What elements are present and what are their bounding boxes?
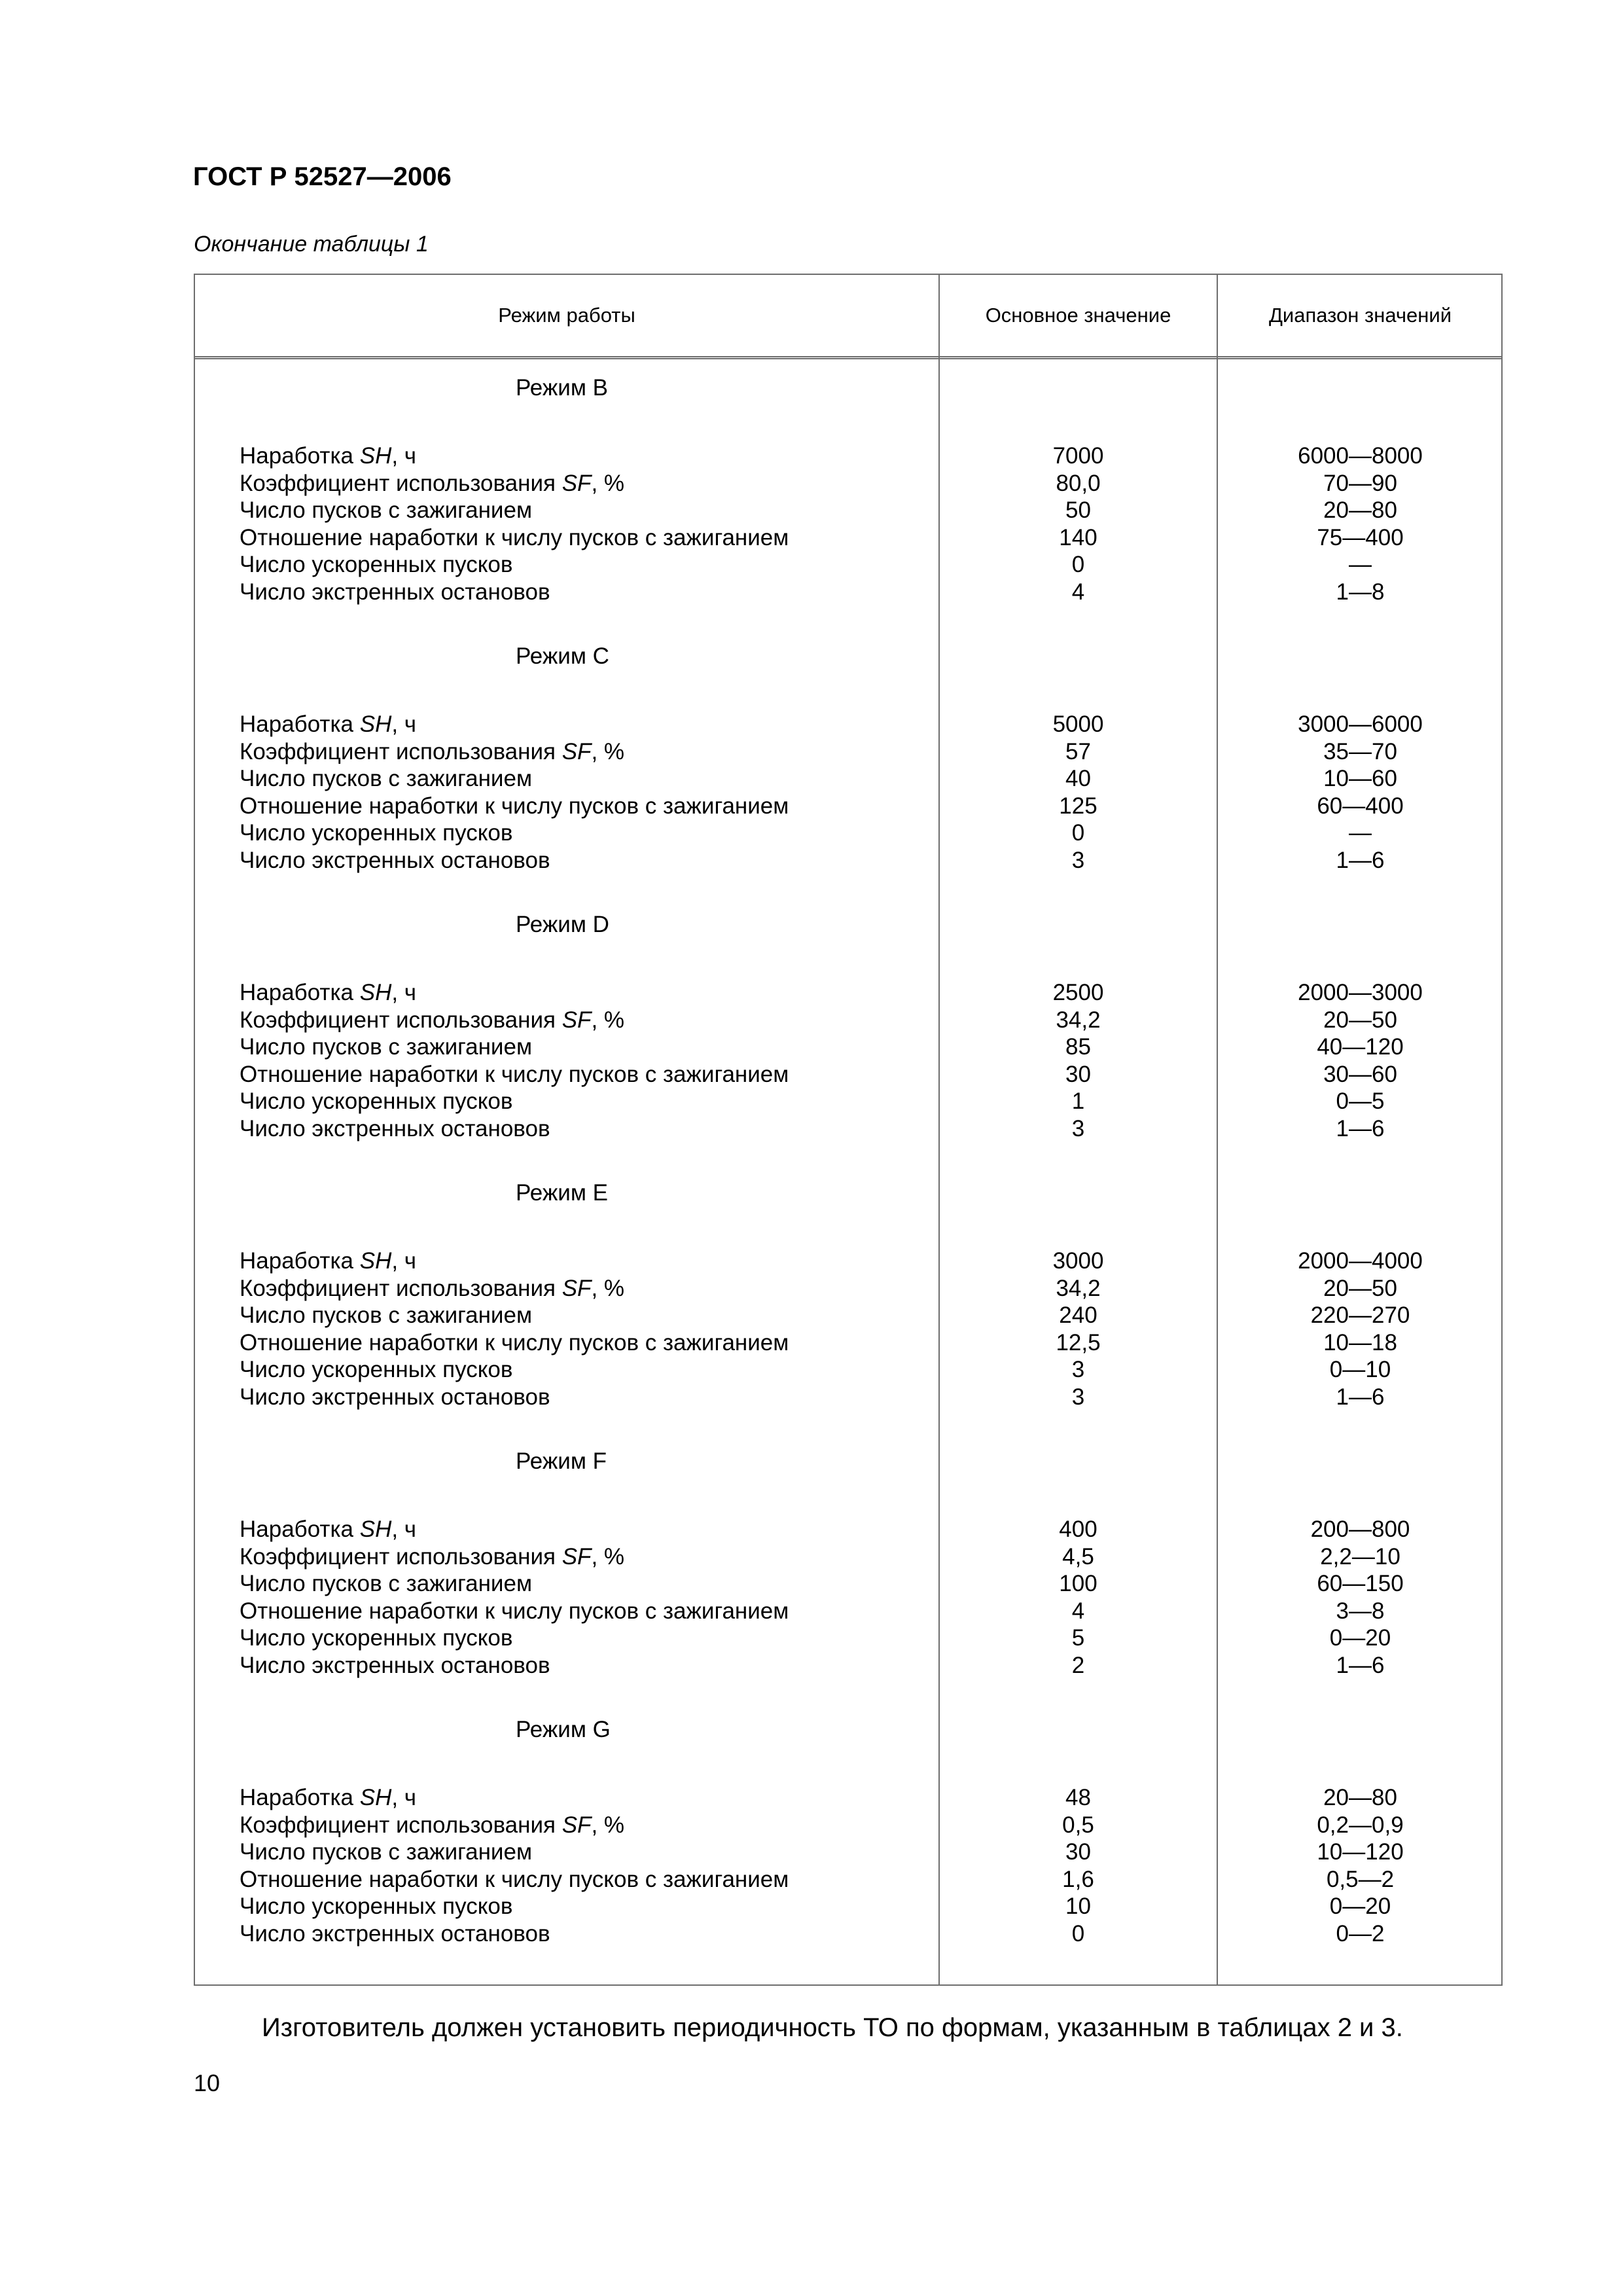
mode-heading: Режим G bbox=[516, 1717, 611, 1742]
parameter-label-text: Отношение наработки к числу пусков с зажиганием bbox=[240, 1061, 789, 1087]
parameter-label-text: Отношение наработки к числу пусков с зажиганием bbox=[240, 1866, 789, 1892]
parameter-unit: , % bbox=[591, 738, 625, 764]
parameter-label bbox=[240, 1516, 416, 1543]
mode-section bbox=[195, 1448, 1501, 1717]
parameter-label-text: Число ускоренных пусков bbox=[240, 1893, 513, 1920]
range-cell: 10—18 bbox=[1323, 1329, 1397, 1355]
main-value-cell: 1 bbox=[1071, 1088, 1085, 1115]
parameter-label bbox=[240, 1384, 550, 1411]
footer-note: Изготовитель должен установить периодичность ТО по формам, указанным в таблицах 2 и 3. bbox=[262, 2013, 1403, 2042]
main-value-cell: 12,5 bbox=[1056, 1329, 1101, 1355]
parameter-rows bbox=[195, 711, 1501, 874]
main-value-cell: 240 bbox=[1059, 1302, 1097, 1329]
range-cell: 3000—6000 bbox=[1298, 711, 1423, 737]
header-double-rule bbox=[195, 356, 1501, 359]
main-value-cell: 125 bbox=[1059, 793, 1097, 819]
range-cell: 20—80 bbox=[1323, 497, 1397, 524]
parameter-unit: , % bbox=[591, 470, 625, 496]
table-row bbox=[195, 1061, 1501, 1088]
parameter-label bbox=[240, 1247, 416, 1275]
column-header-main-value: Основное значение bbox=[985, 304, 1171, 327]
parameter-label-text: Отношение наработки к числу пусков с зажиганием bbox=[240, 1329, 789, 1355]
parameter-label-text: Отношение наработки к числу пусков с зажиганием bbox=[240, 793, 789, 819]
parameter-symbol: SH bbox=[359, 1516, 392, 1542]
parameter-label-text: Коэффициент использования bbox=[240, 1275, 562, 1301]
mode-section bbox=[195, 912, 1501, 1180]
parameter-label bbox=[240, 524, 789, 552]
table-row bbox=[195, 819, 1501, 847]
parameter-label bbox=[240, 470, 624, 497]
parameter-label-text: Коэффициент использования bbox=[240, 738, 562, 764]
table-row bbox=[195, 1329, 1501, 1357]
parameter-label bbox=[240, 979, 416, 1007]
range-cell: 0—10 bbox=[1329, 1357, 1391, 1383]
column-header-mode: Режим работы bbox=[498, 304, 635, 327]
parameter-label-text: Число экстренных остановов bbox=[240, 1920, 550, 1946]
table-row bbox=[195, 847, 1501, 874]
parameter-label-text: Число экстренных остановов bbox=[240, 847, 550, 873]
table-row bbox=[195, 1598, 1501, 1625]
table-row bbox=[195, 470, 1501, 497]
parameter-label bbox=[240, 442, 416, 470]
table-row bbox=[195, 1570, 1501, 1598]
main-value-cell: 0 bbox=[1071, 1920, 1085, 1946]
parameter-label-text: Число ускоренных пусков bbox=[240, 552, 513, 578]
parameter-label-text: Наработка bbox=[240, 980, 360, 1005]
main-value-cell: 2 bbox=[1071, 1652, 1085, 1678]
range-cell: 60—150 bbox=[1317, 1571, 1404, 1597]
main-value-cell: 140 bbox=[1059, 524, 1097, 550]
parameter-symbol: SF bbox=[562, 738, 592, 764]
main-value-cell: 1,6 bbox=[1062, 1866, 1094, 1892]
main-value-cell: 48 bbox=[1065, 1785, 1091, 1810]
main-value-cell: 7000 bbox=[1052, 443, 1104, 469]
range-cell: 1—6 bbox=[1336, 1384, 1385, 1410]
parameter-label bbox=[240, 497, 532, 524]
range-cell: 60—400 bbox=[1317, 793, 1404, 819]
main-value-cell: 0 bbox=[1071, 820, 1085, 846]
main-value-cell: 4,5 bbox=[1062, 1543, 1094, 1570]
parameter-label bbox=[240, 1007, 624, 1034]
range-cell: 70—90 bbox=[1323, 470, 1397, 496]
range-cell: 2000—4000 bbox=[1298, 1248, 1423, 1274]
parameter-unit: , ч bbox=[391, 443, 417, 469]
parameter-label bbox=[240, 1624, 512, 1652]
mode-heading: Режим B bbox=[516, 375, 608, 401]
parameter-label-text: Наработка bbox=[240, 1516, 360, 1542]
table-row bbox=[195, 1920, 1501, 1948]
range-cell: 0—2 bbox=[1336, 1920, 1385, 1946]
main-value-cell: 2500 bbox=[1052, 980, 1104, 1005]
parameter-label-text: Наработка bbox=[240, 1785, 360, 1810]
parameter-unit: , % bbox=[591, 1007, 625, 1033]
table-row bbox=[195, 1007, 1501, 1034]
range-cell: 10—120 bbox=[1317, 1839, 1404, 1865]
parameter-label-text: Коэффициент использования bbox=[240, 1543, 562, 1570]
parameter-label-text: Отношение наработки к числу пусков с зажиганием bbox=[240, 524, 789, 550]
parameter-unit: , ч bbox=[391, 980, 417, 1005]
parameter-label-text: Число ускоренных пусков bbox=[240, 1357, 513, 1383]
main-value-cell: 34,2 bbox=[1056, 1275, 1101, 1301]
parameter-label bbox=[240, 1115, 550, 1143]
main-value-cell: 0,5 bbox=[1062, 1812, 1094, 1838]
range-cell: 0—20 bbox=[1329, 1893, 1391, 1920]
parameter-label-text: Число пусков с зажиганием bbox=[240, 1034, 533, 1060]
table-row bbox=[195, 793, 1501, 820]
main-value-cell: 4 bbox=[1071, 579, 1085, 605]
parameter-rows bbox=[195, 1516, 1501, 1679]
main-value-cell: 3 bbox=[1071, 1115, 1085, 1141]
main-value-cell: 0 bbox=[1071, 552, 1085, 578]
parameter-label bbox=[240, 1275, 624, 1302]
parameter-rows bbox=[195, 1784, 1501, 1948]
parameter-label bbox=[240, 1784, 416, 1812]
parameter-symbol: SF bbox=[562, 470, 592, 496]
parameter-unit: , ч bbox=[391, 1248, 417, 1274]
parameter-label-text: Коэффициент использования bbox=[240, 470, 562, 496]
parameter-rows bbox=[195, 1247, 1501, 1411]
range-cell: 0,2—0,9 bbox=[1317, 1812, 1404, 1838]
mode-heading: Режим D bbox=[516, 912, 609, 937]
parameter-label-text: Число пусков с зажиганием bbox=[240, 1302, 533, 1329]
parameter-symbol: SH bbox=[359, 443, 392, 469]
table-row bbox=[195, 1839, 1501, 1866]
parameter-label bbox=[240, 551, 512, 579]
table-row bbox=[195, 551, 1501, 579]
range-cell: 1—6 bbox=[1336, 847, 1385, 873]
page-number: 10 bbox=[194, 2070, 221, 2096]
mode-section bbox=[195, 643, 1501, 912]
parameter-symbol: SF bbox=[562, 1543, 592, 1570]
range-cell: 3—8 bbox=[1336, 1598, 1385, 1624]
parameter-label-text: Число экстренных остановов bbox=[240, 579, 550, 605]
table-row bbox=[195, 579, 1501, 606]
parameter-label-text: Наработка bbox=[240, 711, 360, 737]
parameter-label-text: Число пусков с зажиганием bbox=[240, 1839, 533, 1865]
table-row bbox=[195, 1784, 1501, 1812]
main-value-cell: 30 bbox=[1065, 1839, 1091, 1865]
parameter-label bbox=[240, 1652, 550, 1679]
main-value-cell: 5000 bbox=[1052, 711, 1104, 737]
mode-section bbox=[195, 1180, 1501, 1448]
parameter-symbol: SF bbox=[562, 1007, 592, 1033]
table-row bbox=[195, 1543, 1501, 1571]
main-value-cell: 34,2 bbox=[1056, 1007, 1101, 1033]
parameter-label-text: Число ускоренных пусков bbox=[240, 1625, 513, 1651]
parameter-label bbox=[240, 793, 789, 820]
table-row bbox=[195, 1384, 1501, 1411]
parameter-label bbox=[240, 1356, 512, 1384]
parameter-label-text: Число экстренных остановов bbox=[240, 1384, 550, 1410]
range-cell: — bbox=[1349, 820, 1372, 846]
table-row bbox=[195, 1812, 1501, 1839]
table-row bbox=[195, 979, 1501, 1007]
range-cell: 35—70 bbox=[1323, 738, 1397, 764]
mode-heading: Режим E bbox=[516, 1180, 608, 1206]
main-value-cell: 4 bbox=[1071, 1598, 1085, 1624]
table-row bbox=[195, 524, 1501, 552]
parameter-label bbox=[240, 1570, 532, 1598]
parameter-unit: , % bbox=[591, 1812, 625, 1838]
table-row bbox=[195, 1624, 1501, 1652]
main-value-cell: 50 bbox=[1065, 497, 1091, 524]
table-row bbox=[195, 1652, 1501, 1679]
parameter-label bbox=[240, 847, 550, 874]
parameter-rows bbox=[195, 979, 1501, 1143]
parameter-label-text: Коэффициент использования bbox=[240, 1007, 562, 1033]
table-row bbox=[195, 1247, 1501, 1275]
parameter-symbol: SF bbox=[562, 1275, 592, 1301]
parameter-unit: , ч bbox=[391, 711, 417, 737]
parameter-label-text: Число ускоренных пусков bbox=[240, 820, 513, 846]
range-cell: 0,5—2 bbox=[1326, 1866, 1395, 1892]
main-value-cell: 85 bbox=[1065, 1034, 1091, 1060]
parameter-label bbox=[240, 1302, 532, 1329]
main-value-cell: 3 bbox=[1071, 1384, 1085, 1410]
parameter-symbol: SF bbox=[562, 1812, 592, 1838]
parameter-unit: , % bbox=[591, 1275, 625, 1301]
column-header-range: Диапазон значений bbox=[1268, 304, 1452, 327]
main-value-cell: 400 bbox=[1059, 1516, 1097, 1542]
parameter-label-text: Число пусков с зажиганием bbox=[240, 766, 533, 792]
parameter-symbol: SH bbox=[359, 980, 392, 1005]
parameter-label-text: Наработка bbox=[240, 1248, 360, 1274]
mode-heading: Режим C bbox=[516, 643, 609, 669]
mode-heading: Режим F bbox=[516, 1448, 607, 1474]
range-cell: 2,2—10 bbox=[1320, 1543, 1400, 1570]
parameter-label bbox=[240, 1033, 532, 1061]
range-cell: 20—80 bbox=[1323, 1785, 1397, 1810]
main-value-cell: 80,0 bbox=[1056, 470, 1101, 496]
parameter-symbol: SH bbox=[359, 1785, 392, 1810]
parameter-rows bbox=[195, 442, 1501, 606]
table-row bbox=[195, 1275, 1501, 1302]
parameter-label bbox=[240, 1598, 789, 1625]
main-value-cell: 100 bbox=[1059, 1571, 1097, 1597]
table-row bbox=[195, 442, 1501, 470]
parameter-unit: , ч bbox=[391, 1785, 417, 1810]
parameter-label bbox=[240, 819, 512, 847]
table-row bbox=[195, 765, 1501, 793]
mode-section bbox=[195, 1717, 1501, 1985]
parameter-label bbox=[240, 1920, 550, 1948]
parameter-label-text: Наработка bbox=[240, 443, 360, 469]
range-cell: 2000—3000 bbox=[1298, 980, 1423, 1005]
main-value-cell: 30 bbox=[1065, 1061, 1091, 1087]
parameter-label bbox=[240, 711, 416, 738]
range-cell: 1—6 bbox=[1336, 1115, 1385, 1141]
parameter-label-text: Коэффициент использования bbox=[240, 1812, 562, 1838]
table-row bbox=[195, 1356, 1501, 1384]
parameter-label bbox=[240, 1839, 532, 1866]
parameter-label bbox=[240, 738, 624, 766]
table-row bbox=[195, 711, 1501, 738]
parameter-label-text: Число экстренных остановов bbox=[240, 1115, 550, 1141]
mode-table bbox=[194, 274, 1503, 1986]
parameter-label bbox=[240, 1088, 512, 1115]
parameter-unit: , % bbox=[591, 1543, 625, 1570]
parameter-label bbox=[240, 1329, 789, 1357]
range-cell: 1—6 bbox=[1336, 1652, 1385, 1678]
main-value-cell: 3 bbox=[1071, 847, 1085, 873]
parameter-symbol: SH bbox=[359, 711, 392, 737]
table-row bbox=[195, 1115, 1501, 1143]
range-cell: 20—50 bbox=[1323, 1275, 1397, 1301]
range-cell: 20—50 bbox=[1323, 1007, 1397, 1033]
range-cell: 30—60 bbox=[1323, 1061, 1397, 1087]
parameter-label-text: Число ускоренных пусков bbox=[240, 1088, 513, 1115]
main-value-cell: 3000 bbox=[1052, 1248, 1104, 1274]
mode-section bbox=[195, 375, 1501, 643]
main-value-cell: 40 bbox=[1065, 766, 1091, 792]
parameter-label-text: Отношение наработки к числу пусков с зажиганием bbox=[240, 1598, 789, 1624]
range-cell: 1—8 bbox=[1336, 579, 1385, 605]
range-cell: 200—800 bbox=[1310, 1516, 1410, 1542]
parameter-label bbox=[240, 1812, 624, 1839]
parameter-label bbox=[240, 1543, 624, 1571]
range-cell: 0—20 bbox=[1329, 1625, 1391, 1651]
parameter-label-text: Число пусков с зажиганием bbox=[240, 1571, 533, 1597]
range-cell: 6000—8000 bbox=[1298, 443, 1423, 469]
parameter-label bbox=[240, 1893, 512, 1920]
table-row bbox=[195, 1516, 1501, 1543]
range-cell: 40—120 bbox=[1317, 1034, 1404, 1060]
range-cell: — bbox=[1349, 552, 1372, 578]
parameter-label bbox=[240, 1061, 789, 1088]
table-row bbox=[195, 1088, 1501, 1115]
main-value-cell: 5 bbox=[1071, 1625, 1085, 1651]
table-row bbox=[195, 1302, 1501, 1329]
parameter-label-text: Число пусков с зажиганием bbox=[240, 497, 533, 524]
table-caption: Окончание таблицы 1 bbox=[194, 232, 429, 257]
parameter-unit: , ч bbox=[391, 1516, 417, 1542]
range-cell: 75—400 bbox=[1317, 524, 1404, 550]
parameter-label bbox=[240, 1866, 789, 1893]
table-row bbox=[195, 497, 1501, 524]
table-row bbox=[195, 1033, 1501, 1061]
parameter-label-text: Число экстренных остановов bbox=[240, 1652, 550, 1678]
parameter-symbol: SH bbox=[359, 1248, 392, 1274]
main-value-cell: 3 bbox=[1071, 1357, 1085, 1383]
range-cell: 0—5 bbox=[1336, 1088, 1385, 1115]
range-cell: 220—270 bbox=[1310, 1302, 1410, 1329]
parameter-label bbox=[240, 579, 550, 606]
main-value-cell: 57 bbox=[1065, 738, 1091, 764]
parameter-label bbox=[240, 765, 532, 793]
table-row bbox=[195, 738, 1501, 766]
document-id: ГОСТ Р 52527—2006 bbox=[193, 162, 452, 191]
table-row bbox=[195, 1893, 1501, 1920]
main-value-cell: 10 bbox=[1065, 1893, 1091, 1920]
range-cell: 10—60 bbox=[1323, 766, 1397, 792]
table-row bbox=[195, 1866, 1501, 1893]
